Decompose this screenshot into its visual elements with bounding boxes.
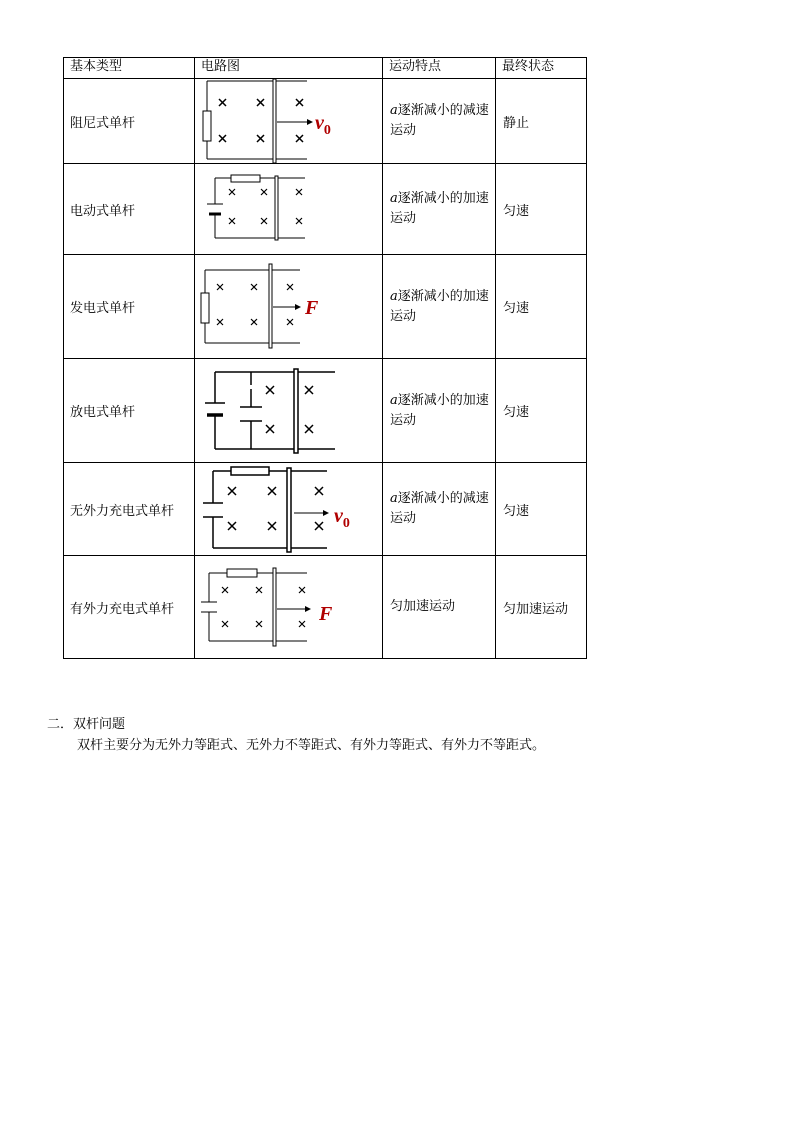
circuit-diagram-discharge [195,359,383,463]
row-final: 匀加速运动 [496,556,587,659]
row-final: 匀速 [496,359,587,463]
row-type: 阻尼式单杆 [64,79,195,164]
table-header-row [64,58,587,79]
row-type: 有外力充电式单杆 [64,556,195,659]
velocity-label: $v_0$ [334,505,350,531]
row-motion: a逐渐减小的加速运动 [383,255,496,359]
row-type: 放电式单杆 [64,359,195,463]
force-label: F [305,297,319,319]
velocity-label: $v_0$ [315,112,331,138]
table-row [64,463,587,556]
circuit-diagram-damping [195,79,383,164]
row-final: 匀速 [496,463,587,556]
table-row [64,79,587,164]
table-row [64,164,587,255]
circuit-diagram-charging-force [195,556,383,659]
row-type: 无外力充电式单杆 [64,463,195,556]
section-title: 二．双杆问题 [47,717,126,732]
row-motion: 匀加速运动 [383,556,496,659]
row-motion: a逐渐减小的加速运动 [383,359,496,463]
row-type: 电动式单杆 [64,164,195,255]
row-motion: a逐渐减小的减速运动 [383,463,496,556]
row-final: 匀速 [496,164,587,255]
row-motion: a逐渐减小的加速运动 [383,164,496,255]
row-type: 发电式单杆 [64,255,195,359]
single-rod-table [63,57,587,659]
header-circuit: 电路图 [195,58,383,79]
header-type: 基本类型 [64,58,195,79]
circuit-diagram-motor [195,164,383,255]
header-motion: 运动特点 [383,58,496,79]
table-row [64,255,587,359]
circuit-diagram-generator [195,255,383,359]
force-label: F [319,603,333,625]
section-body: 双杆主要分为无外力等距式、无外力不等距式、有外力等距式、有外力不等距式。 [77,738,546,753]
row-motion: a逐渐减小的减速运动 [383,79,496,164]
table-row [64,359,587,463]
table-row [64,556,587,659]
row-final: 匀速 [496,255,587,359]
circuit-diagram-charging [195,463,383,556]
header-final: 最终状态 [496,58,587,79]
row-final: 静止 [496,79,587,164]
